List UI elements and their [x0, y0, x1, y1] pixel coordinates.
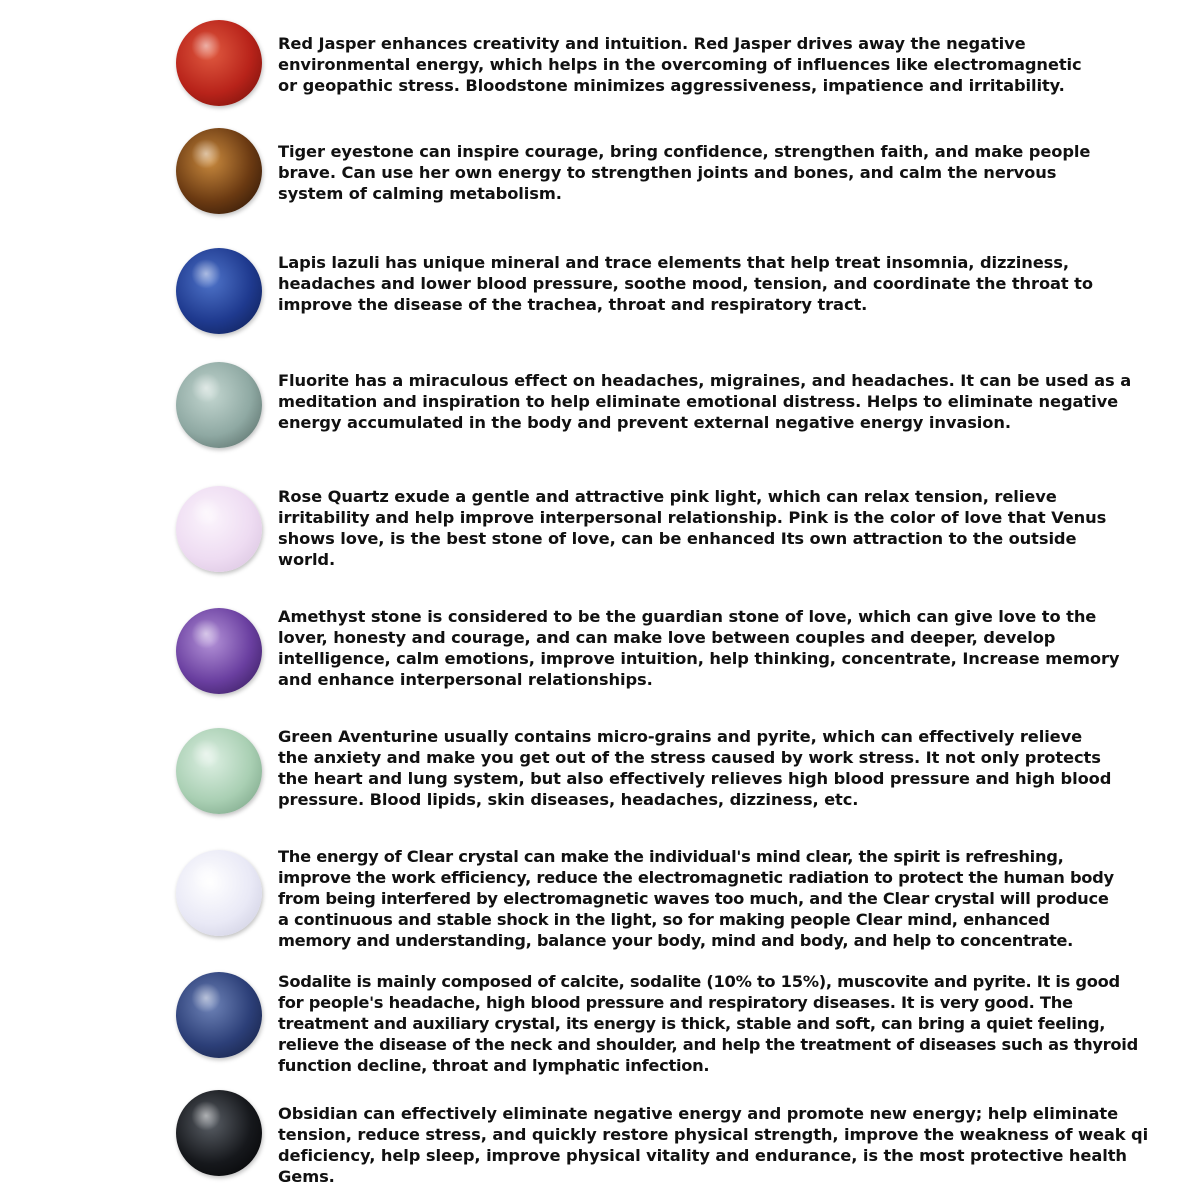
stone-description: Rose Quartz exude a gentle and attractive pink light, which can relax tension, relieve irritability and help improve interpersonal relationship. Pink is the color of love that Venus shows love, is the best stone of love, can be enhanced Its own attraction to the outside world.: [278, 487, 1107, 570]
stone-description: Obsidian can effectively eliminate negative energy and promote new energy; help eliminate tension, reduce stress, and quickly restore physical strength, improve the weakness of weak qi deficiency, help sleep, improve physical vitality and endurance, is the most protective health Gems.: [278, 1104, 1149, 1187]
lapis-lazuli-sphere-icon: [176, 248, 262, 334]
stone-description: Lapis lazuli has unique mineral and trace elements that help treat insomnia, dizziness, headaches and lower blood pressure, soothe mood, tension, and coordinate the throat to improve the disease of the trachea, throat and respiratory tract.: [278, 253, 1093, 315]
stone-description: Red Jasper enhances creativity and intuition. Red Jasper drives away the negative environmental energy, which helps in the overcoming of influences like electromagnetic or geopathic stress. Bloodstone minimizes aggressiveness, impatience and irritability.: [278, 34, 1082, 96]
clear-crystal-sphere-icon: [176, 850, 262, 936]
stone-description: Tiger eyestone can inspire courage, bring confidence, strengthen faith, and make people brave. Can use her own energy to strengthen joints and bones, and calm the nervous system of calming metabolism.: [278, 142, 1091, 204]
green-aventurine-sphere-icon: [176, 728, 262, 814]
tiger-eye-sphere-icon: [176, 128, 262, 214]
rose-quartz-sphere-icon: [176, 486, 262, 572]
stone-description: Sodalite is mainly composed of calcite, sodalite (10% to 15%), muscovite and pyrite. It is good for people's headache, high blood pressure and respiratory diseases. It is very good. The treatment and auxiliary crystal, its energy is thick, stable and soft, can bring a quiet feeling, relieve the disease of the neck and shoulder, and help the treatment of diseases such as thyroid function decline, throat and lymphatic infection.: [278, 972, 1138, 1076]
stone-description: The energy of Clear crystal can make the individual's mind clear, the spirit is refreshing, improve the work efficiency, reduce the electromagnetic radiation to protect the human body from being interfered by electromagnetic waves too much, and the Clear crystal will produce a continuous and stable shock in the light, so for making people Clear mind, enhanced memory and understanding, balance your body, mind and body, and help to concentrate.: [278, 847, 1114, 951]
obsidian-sphere-icon: [176, 1090, 262, 1176]
stone-description: Amethyst stone is considered to be the guardian stone of love, which can give love to the lover, honesty and courage, and can make love between couples and deeper, develop intelligence, calm emotions, improve intuition, help thinking, concentrate, Increase memory and enhance interpersonal relationships.: [278, 607, 1120, 690]
stone-description: Fluorite has a miraculous effect on headaches, migraines, and headaches. It can be used as a meditation and inspiration to help eliminate emotional distress. Helps to eliminate negative energy accumulated in the body and prevent external negative energy invasion.: [278, 371, 1132, 433]
sodalite-sphere-icon: [176, 972, 262, 1058]
amethyst-sphere-icon: [176, 608, 262, 694]
red-jasper-sphere-icon: [176, 20, 262, 106]
stone-description: Green Aventurine usually contains micro-grains and pyrite, which can effectively relieve the anxiety and make you get out of the stress caused by work stress. It not only protects the heart and lung system, but also effectively relieves high blood pressure and high blood pressure. Blood lipids, skin diseases, headaches, dizziness, etc.: [278, 727, 1112, 810]
fluorite-sphere-icon: [176, 362, 262, 448]
